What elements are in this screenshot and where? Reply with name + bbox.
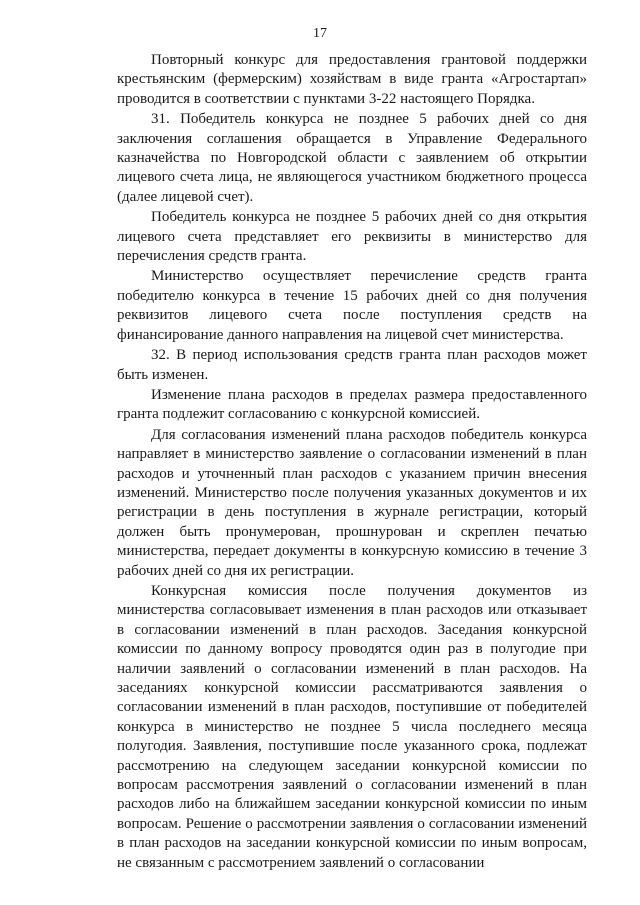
page-number: 17 (313, 26, 327, 41)
paragraph-clause-32: 32. В период использования средств гранта план расходов может быть изменен. (117, 347, 587, 383)
paragraph-clause-31: 31. Победитель конкурса не позднее 5 рабочих дней со дня заключения соглашения обращается в Управление Федерального казначейства по Новгородской области с заявлением об открытии лицевого счета лица, не являющегося участником бюджетного процесса (далее лицевой счет). (117, 111, 587, 205)
paragraph-approval-procedure: Для согласования изменений плана расходов победитель конкурса направляет в министерство заявление о согласовании изменений в план расходов и уточненный план расходов с указанием причин внесения изменений. Министерство после получения указанных документов и их регистрации в день поступления в журнале регистрации, который должен быть пронумерован, прошнурован и скреплен печатью министерства, передает документы в конкурсную комиссию в течение 3 рабочих дней со дня их регистрации. (117, 426, 587, 579)
paragraph-plan-change-approval: Изменение плана расходов в пределах размера предоставленного гранта подлежит согласованию с конкурсной комиссией. (117, 386, 587, 423)
paragraph-commission-review: Конкурсная комиссия после получения документов из министерства согласовывает изменения в план расходов или отказывает в согласовании изменений в план расходов. Заседания конкурсной комиссии по данному вопросу проводятся один раз в полугодие при наличии заявлений о согласовании изменений в план расходов. На заседаниях конкурсной комиссии рассматриваются заявления о согласовании изменений в план расходов, поступившие от победителей конкурса в министерство не позднее 5 числа последнего месяца полугодия. Заявления, поступившие после указанного срока, подлежат рассмотрению на следующем заседании конкурсной комиссии по вопросам рассмотрения заявлений о согласовании изменений в план расходов либо на ближайшем заседании конкурсной комиссии по иным вопросам. Решение о рассмотрении заявления о согласовании изменений в план расходов на заседании конкурсной комиссии по иным вопросам, не связанным с рассмотрением заявлений о согласовании (117, 582, 587, 871)
document-body (117, 51, 587, 874)
paragraph-grant-transfer: Министерство осуществляет перечисление средств гранта победителю конкурса в течение 15 рабочих дней со дня получения реквизитов лицевого счета после поступления средств на финансирование данного направления на лицевой счет министерства. (117, 268, 587, 343)
paragraph-account-details: Победитель конкурса не позднее 5 рабочих дней со дня открытия лицевого счета представляет его реквизиты в министерство для перечисления средств гранта. (117, 209, 587, 265)
paragraph-repeat-contest: Повторный конкурс для предоставления грантовой поддержки крестьянским (фермерским) хозяйствам в виде гранта «Агростартап» проводится в соответствии с пунктами 3-22 настоящего Порядка. (117, 52, 587, 107)
